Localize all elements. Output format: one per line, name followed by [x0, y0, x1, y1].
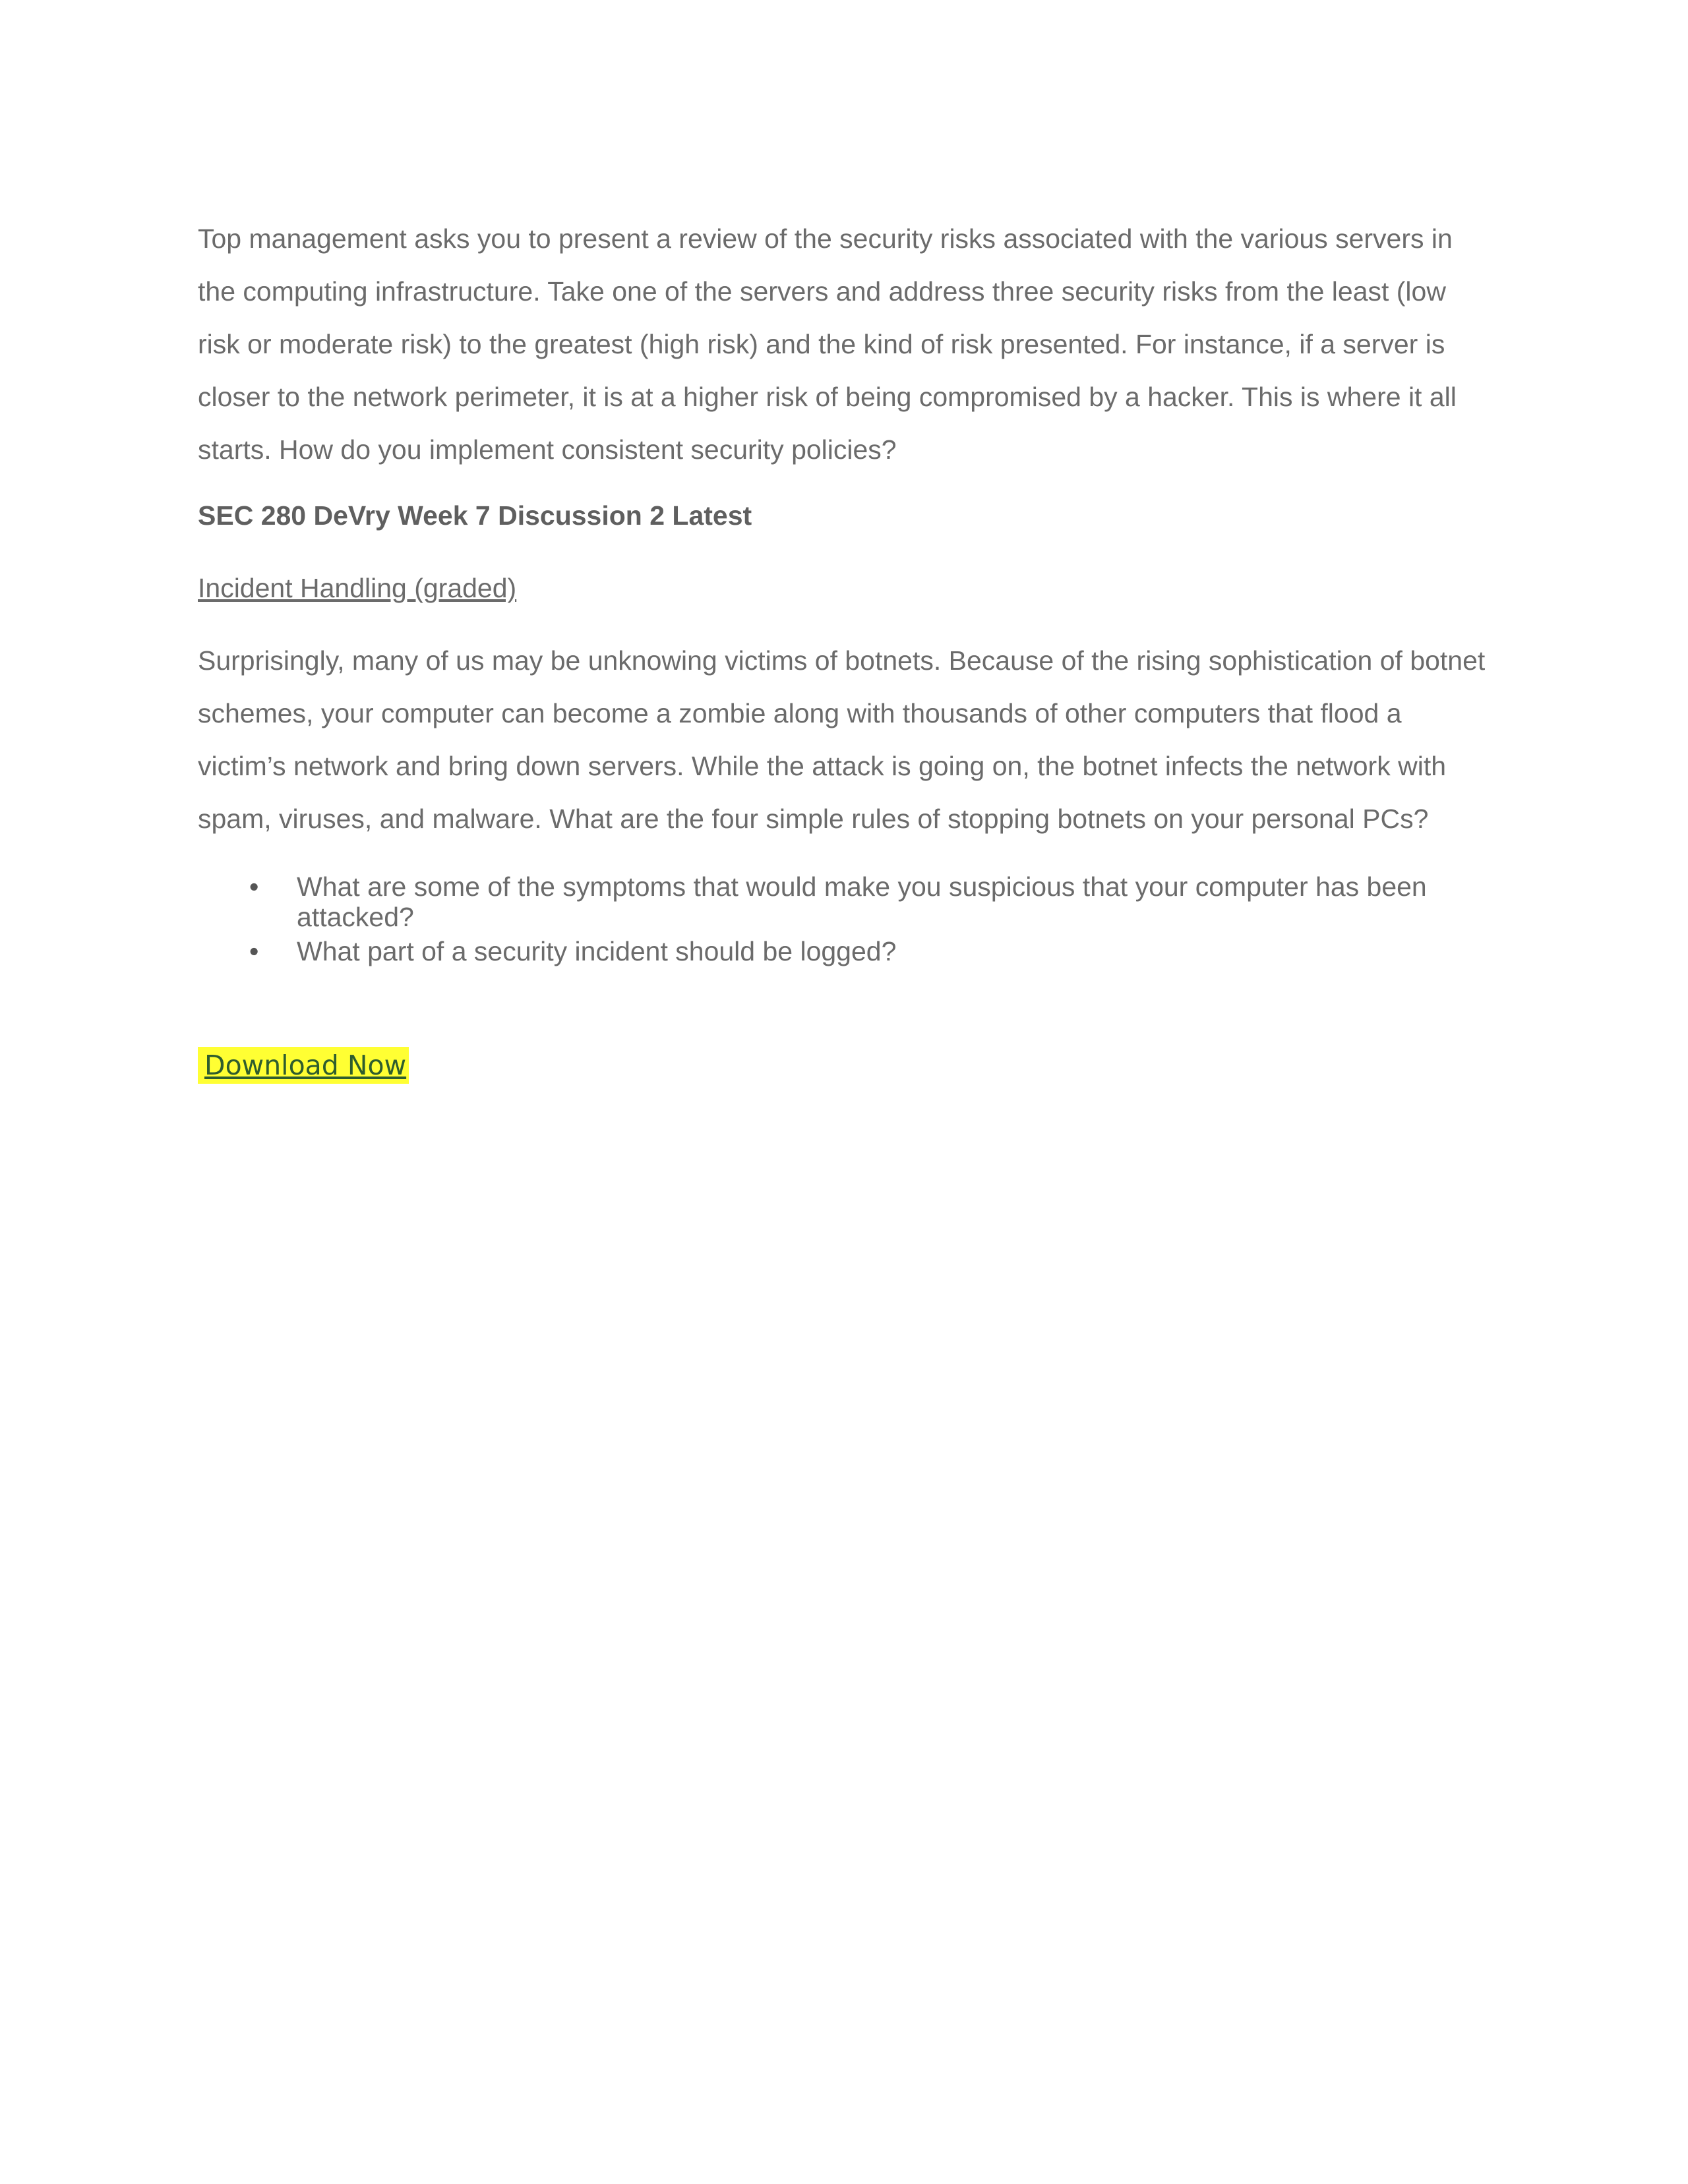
intro-paragraph: Top management asks you to present a review of the security risks associated with the various servers in the computing infrastructure. Take one of the servers and address three security risks from the least (low risk or moderate risk) to the greatest (high risk) and the kind of risk presented. For instance, if a server is closer to the network perimeter, it is at a higher risk of being compromised by a hacker. This is where it all starts. How do you implement consistent security policies?: [198, 223, 1457, 465]
bullet-icon: •: [249, 871, 259, 902]
list-item: [198, 871, 1490, 932]
list-item: [198, 936, 1490, 966]
bullet-icon: •: [249, 936, 259, 966]
question-list: [198, 871, 1490, 966]
list-item-text: What part of a security incident should be logged?: [297, 936, 897, 966]
section-heading: SEC 280 DeVry Week 7 Discussion 2 Latest: [198, 500, 752, 531]
download-container: [198, 1047, 1490, 1084]
download-now-link[interactable]: Download Now: [198, 1047, 409, 1084]
discussion-subheading: Incident Handling (graded): [198, 573, 517, 603]
list-item-text: What are some of the symptoms that would make you suspicious that your computer has been attacked?: [297, 871, 1427, 932]
document-content: [198, 212, 1490, 1084]
botnet-paragraph: Surprisingly, many of us may be unknowing victims of botnets. Because of the rising sophistication of botnet schemes, your computer can become a zombie along with thousands of other computers that flood a victim’s network and bring down servers. While the attack is going on, the botnet infects the network with spam, viruses, and malware. What are the four simple rules of stopping botnets on your personal PCs?: [198, 645, 1486, 834]
